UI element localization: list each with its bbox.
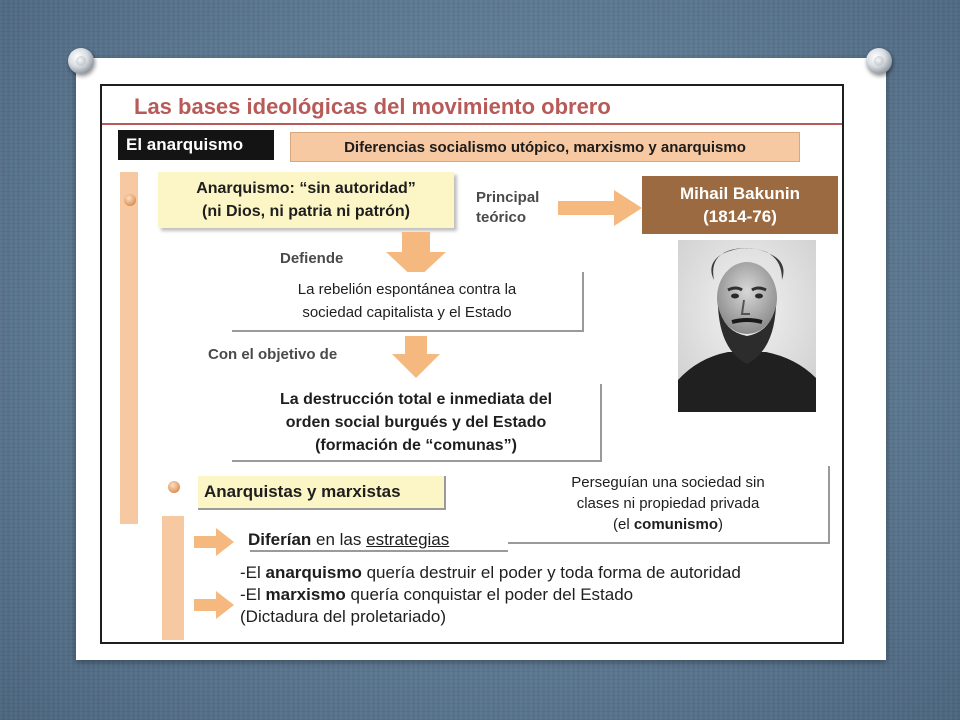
line1-post: quería destruir el poder y toda forma de autoridad [361,563,741,582]
title-underline [102,123,844,125]
line2-post: quería conquistar el poder del Estado [345,585,634,604]
bakunin-name: Mihail Bakunin [680,184,800,203]
rebelion-line-2: sociedad capitalista y el Estado [302,304,512,321]
destruccion-line-1: La destrucción total e inmediata del [279,391,553,408]
diferian-bold: Diferían [248,530,312,549]
pushpin-icon [68,48,94,74]
diferian-rule [250,550,508,552]
line1-pre: -El [240,563,266,582]
perseguian-line-3 [508,514,828,535]
left-accent-bar [120,172,138,524]
slide-title: Las bases ideológicas del movimiento obrero [134,94,611,119]
estrategias-detail [240,562,741,628]
principal-line-1: Principal [476,189,540,206]
bakunin-years: (1814-76) [703,207,777,226]
anarquistas-marxistas-label: Anarquistas y marxistas [204,482,401,501]
perseguian-line-2: clases ni propiedad privada [576,495,760,512]
differences-link-text: Diferencias socialismo utópico, marxismo y anarquismo [344,138,746,156]
defiende-label: Defiende [280,250,344,267]
bakunin-name-box [642,176,838,234]
perseguian-box [508,466,830,544]
section-label: El anarquismo [126,135,244,154]
diferian-line [248,530,449,550]
right-arrow-icon [194,591,234,619]
marxismo-term: marxismo [265,585,346,604]
lower-accent-bar [162,516,184,640]
estrategias-underlined: estrategias [366,530,450,549]
right-arrow-icon [558,190,642,226]
anarquismo-strategy-line [240,562,741,584]
perseguian-line-3-post: ) [718,516,724,533]
rebelion-line-1: La rebelión espontánea contra la [297,281,517,298]
principal-line-2: teórico [476,209,527,226]
differences-link-box[interactable] [290,132,800,162]
perseguian-line-1: Perseguían una sociedad sin [571,474,765,491]
right-arrow-icon [194,528,234,556]
slide-content [100,84,844,644]
marxismo-strategy-line [240,584,741,606]
orange-bullet-icon [168,481,180,493]
anarquismo-definition-box [158,172,454,228]
down-arrow-icon [392,336,440,378]
comunismo-term: comunismo [633,516,719,533]
anarquismo-term: anarquismo [265,563,362,582]
section-label-box [118,130,274,160]
anarquismo-line-2: (ni Dios, ni patria ni patrón) [202,203,410,220]
anarquismo-line-1: Anarquismo: “sin autoridad” [196,180,416,197]
anarquistas-marxistas-box [198,476,446,510]
perseguian-line-3-pre: (el [612,516,634,533]
orange-bullet-icon [124,194,136,206]
dictadura-line: (Dictadura del proletariado) [240,607,446,626]
destruccion-box [232,384,602,462]
destruccion-line-2: orden social burgués y del Estado [285,414,547,431]
destruccion-line-3: (formación de “comunas”) [315,437,517,454]
objetivo-label: Con el objetivo de [208,346,338,363]
principal-teorico-label [476,188,539,228]
pushpin-icon [866,48,892,74]
diferian-mid: en las [311,530,367,549]
bakunin-portrait [678,240,816,412]
line2-pre: -El [240,585,266,604]
rebelion-box [232,272,584,332]
